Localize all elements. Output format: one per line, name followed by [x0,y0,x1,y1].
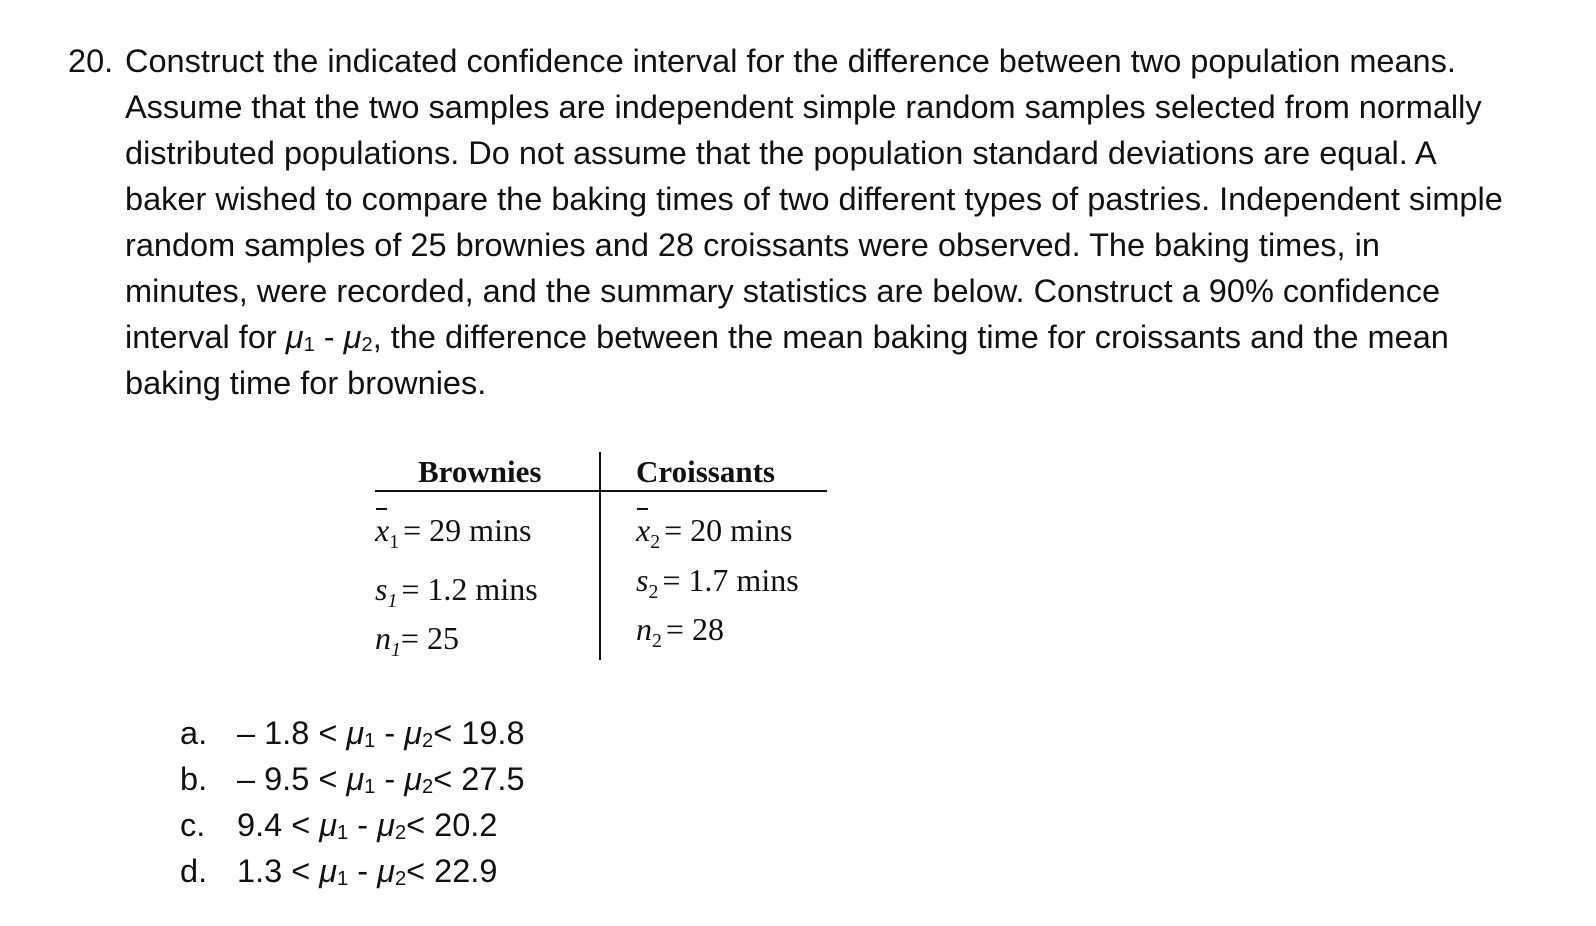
croissants-sd-value: = 1.7 mins [662,562,799,598]
mu1-subscript: 1 [303,334,315,357]
croissants-n [636,611,724,652]
s2-symbol: s [636,562,649,598]
mu1-symbol: μ [285,319,304,355]
question-text-after: , the difference between the mean baking time for croissants and the mean baking time for brownies. [125,319,1449,401]
mu2-subscript: 2 [361,334,373,357]
choice-expression: $9.4 < \mu_1 - \mu_2< 20.2$ [237,807,498,845]
croissants-mean [636,512,793,553]
brownies-n [375,620,459,661]
header-croissants: Croissants [636,454,775,489]
xbar1-subscript: 1 [389,530,400,553]
choice-letter: d. [180,853,208,889]
xbar2-subscript: 2 [650,530,661,553]
croissants-mean-value: = 20 mins [664,512,793,548]
n2-symbol: n [636,611,652,647]
xbar1-symbol: x [375,512,390,548]
brownies-mean-value: = 29 mins [403,512,532,548]
xbar2-symbol: x [636,512,651,548]
question-text [125,38,1508,406]
n2-subscript: 2 [652,629,662,652]
choice-letter: a. [180,715,208,751]
choice-letter: c. [180,807,206,843]
choice-expression: – $1.8 < \mu_1 - \mu_2< 19.8$ [237,715,525,753]
question [68,38,1508,406]
question-text-before: Construct the indicated confidence interval for the difference between two population means. Assume that the two samples are independent simple random samples selected from normally distributed populations. Do not assume that the population standard deviations are equal. A baker wished to compare the baking times of two different types of pastries. Independent simple random samples of 25 brownies and 28 croissants were observed. The baking times, in minutes, were recorded, and the summary statistics are below. Construct a 90% confidence interval for [125,43,1503,355]
table-header-divider [375,490,827,492]
n1-symbol: n [375,620,391,656]
n1-subscript: 1 [391,638,401,661]
brownies-sd-value: = 1.2 mins [401,571,538,607]
mu2-symbol: μ [343,319,362,355]
brownies-sd [375,571,538,612]
choice-letter: b. [180,761,208,797]
summary-statistics-table [375,452,827,660]
minus-sign: - [314,319,344,355]
croissants-n-value: = 28 [665,611,724,647]
brownies-n-value: = 25 [400,620,459,656]
choice-expression: $1.3 < \mu_1 - \mu_2< 22.9$ [237,853,498,891]
s2-subscript: 2 [648,580,659,603]
choice-expression: – $9.5 < \mu_1 - \mu_2< 27.5$ [237,761,525,799]
croissants-sd [636,562,799,603]
brownies-mean [375,512,532,553]
header-brownies: Brownies [418,454,542,489]
s1-symbol: s [375,571,388,607]
question-number: 20. [68,43,114,79]
table-vertical-divider [599,452,601,660]
s1-subscript: 1 [387,589,398,612]
